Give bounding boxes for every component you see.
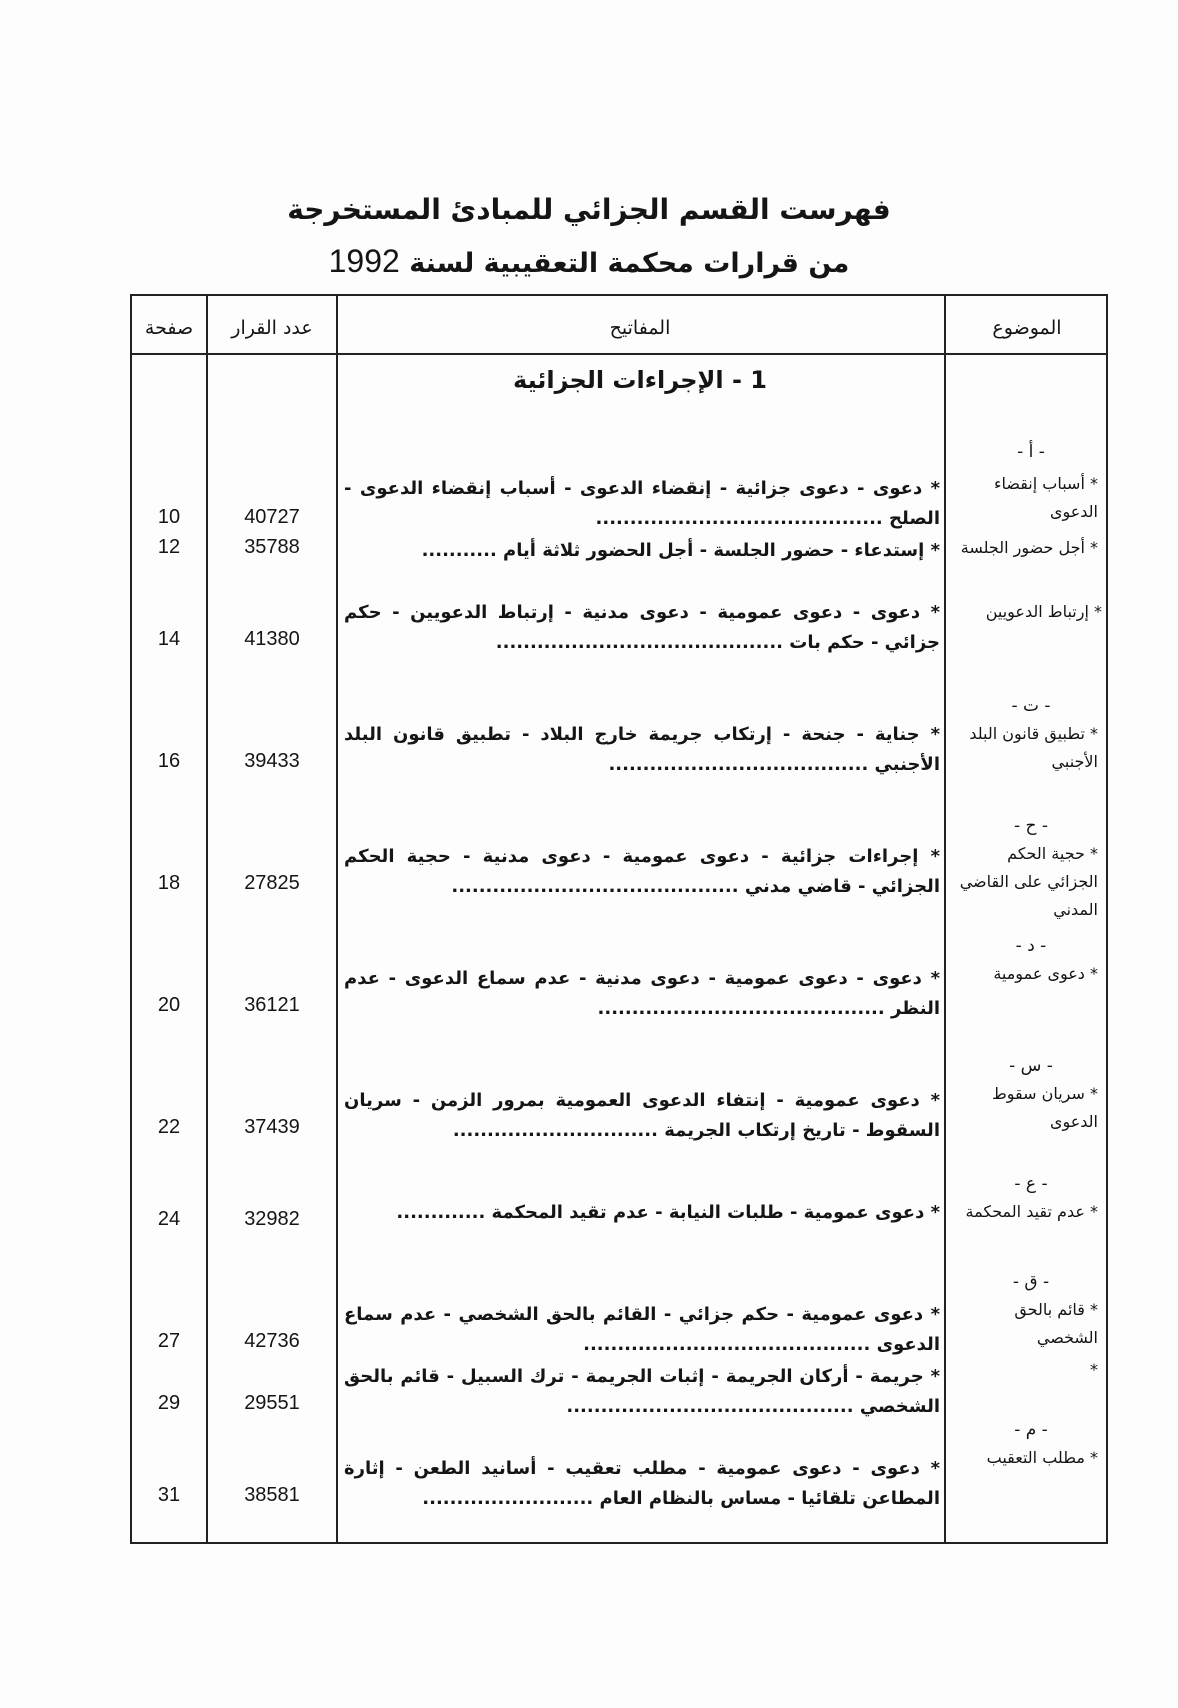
subject-entry: * حجية الحكم الجزائي على القاضي المدني	[959, 844, 1098, 919]
column-header-keywords: المفاتيح	[609, 317, 671, 339]
column-divider	[206, 296, 208, 1542]
keywords-entry: * إستدعاء - حضور الجلسة - أجل الحضور ثلاثة أيام ...........	[421, 540, 940, 561]
column-header-page: صفحة	[144, 317, 194, 339]
subject-entry: *	[1090, 1360, 1098, 1379]
keywords-entry: * دعوى عمومية - إنتفاء الدعوى العمومية بمرور الزمن - سريان السقوط - تاريخ إرتكاب الجريمة ..............................	[344, 1090, 940, 1141]
page-number: 10	[157, 506, 181, 528]
decision-number: 42736	[244, 1330, 300, 1352]
subject-entry: * قائم بالحق الشخصي	[1014, 1300, 1098, 1347]
letter-heading: - أ -	[1017, 442, 1045, 462]
keywords-entry: * إجراءات جزائية - دعوى عمومية - دعوى مدنية - حجية الحكم الجزائي - قاضي مدني ..........................................	[344, 846, 940, 897]
page-number: 18	[157, 872, 181, 894]
column-header-decision-number: عدد القرار	[231, 317, 313, 339]
subject-entry: * سريان سقوط الدعوى	[991, 1084, 1098, 1131]
decision-number: 36121	[244, 994, 300, 1016]
page-number: 29	[157, 1392, 181, 1414]
column-divider	[944, 296, 946, 1542]
decision-number: 38581	[244, 1484, 300, 1506]
column-divider	[336, 296, 338, 1542]
decision-number: 35788	[244, 536, 300, 558]
subtitle-text: من قرارات محكمة التعقيبية لسنة	[409, 248, 850, 279]
column-header-subject: الموضوع	[992, 317, 1062, 339]
decision-number: 32982	[244, 1208, 300, 1230]
keywords-entry: * جناية - جنحة - إرتكاب جريمة خارج البلاد - تطبيق قانون البلد الأجنبي ......................................	[344, 724, 940, 775]
letter-heading: - ع -	[1014, 1174, 1048, 1194]
page-number: 24	[157, 1208, 181, 1230]
keywords-entry: * دعوى - دعوى عمومية - دعوى مدنية - إرتباط الدعويين - حكم جزائي - حكم بات ..........................................	[344, 602, 940, 653]
subject-entry: * أجل حضور الجلسة	[960, 538, 1098, 557]
section-title: 1 - الإجراءات الجزائية	[513, 366, 767, 394]
letter-heading: - ح -	[1013, 816, 1049, 836]
decision-number: 29551	[244, 1392, 300, 1414]
keywords-entry: * دعوى - دعوى عمومية - مطلب تعقيب - أسانيد الطعن - إثارة المطاعن تلقائيا - مساس بالنظام العام .........................	[344, 1458, 940, 1509]
header-divider	[132, 353, 1106, 355]
keywords-entry: * دعوى عمومية - طلبات النيابة - عدم تقيد المحكمة .............	[396, 1202, 940, 1223]
letter-heading: - م -	[1014, 1420, 1048, 1440]
decision-number: 39433	[244, 750, 300, 772]
decision-number: 40727	[244, 506, 300, 528]
keywords-entry: * دعوى عمومية - حكم جزائي - القائم بالحق الشخصي - عدم سماع الدعوى ..........................................	[344, 1304, 940, 1355]
letter-heading: - د -	[1015, 936, 1047, 956]
subject-entry: * إرتباط الدعويين	[985, 602, 1102, 621]
decision-number: 41380	[244, 628, 300, 650]
index-subtitle	[0, 243, 1178, 280]
page-number: 27	[157, 1330, 181, 1352]
letter-heading: - س -	[1009, 1056, 1053, 1076]
keywords-entry: * جريمة - أركان الجريمة - إثبات الجريمة - ترك السبيل - قائم بالحق الشخصي ..........................................	[344, 1366, 940, 1417]
page-number: 12	[157, 536, 181, 558]
subject-entry: * عدم تقيد المحكمة	[965, 1202, 1098, 1221]
keywords-entry: * دعوى - دعوى عمومية - دعوى مدنية - عدم سماع الدعوى - عدم النظر ..........................................	[344, 968, 940, 1019]
letter-heading: - ت -	[1011, 696, 1051, 716]
keywords-entry: * دعوى - دعوى جزائية - إنقضاء الدعوى - أسباب إنقضاء الدعوى - الصلح ..........................................	[344, 478, 940, 529]
letter-heading: - ق -	[1012, 1272, 1050, 1292]
page-number: 16	[157, 750, 181, 772]
subject-entry: * تطبيق قانون البلد الأجنبي	[969, 724, 1098, 771]
index-title: فهرست القسم الجزائي للمبادئ المستخرجة	[287, 193, 891, 226]
decision-number: 37439	[244, 1116, 300, 1138]
subject-entry: * دعوى عمومية	[993, 964, 1098, 983]
index-table	[130, 294, 1108, 1544]
subject-entry: * أسباب إنقضاء الدعوى	[993, 474, 1098, 521]
page-number: 22	[157, 1116, 181, 1138]
page-number: 31	[157, 1484, 181, 1506]
decision-number: 27825	[244, 872, 300, 894]
page-number: 20	[157, 994, 181, 1016]
page-number: 14	[157, 628, 181, 650]
subtitle-year: 1992	[328, 243, 400, 279]
subject-entry: * مطلب التعقيب	[986, 1448, 1098, 1467]
